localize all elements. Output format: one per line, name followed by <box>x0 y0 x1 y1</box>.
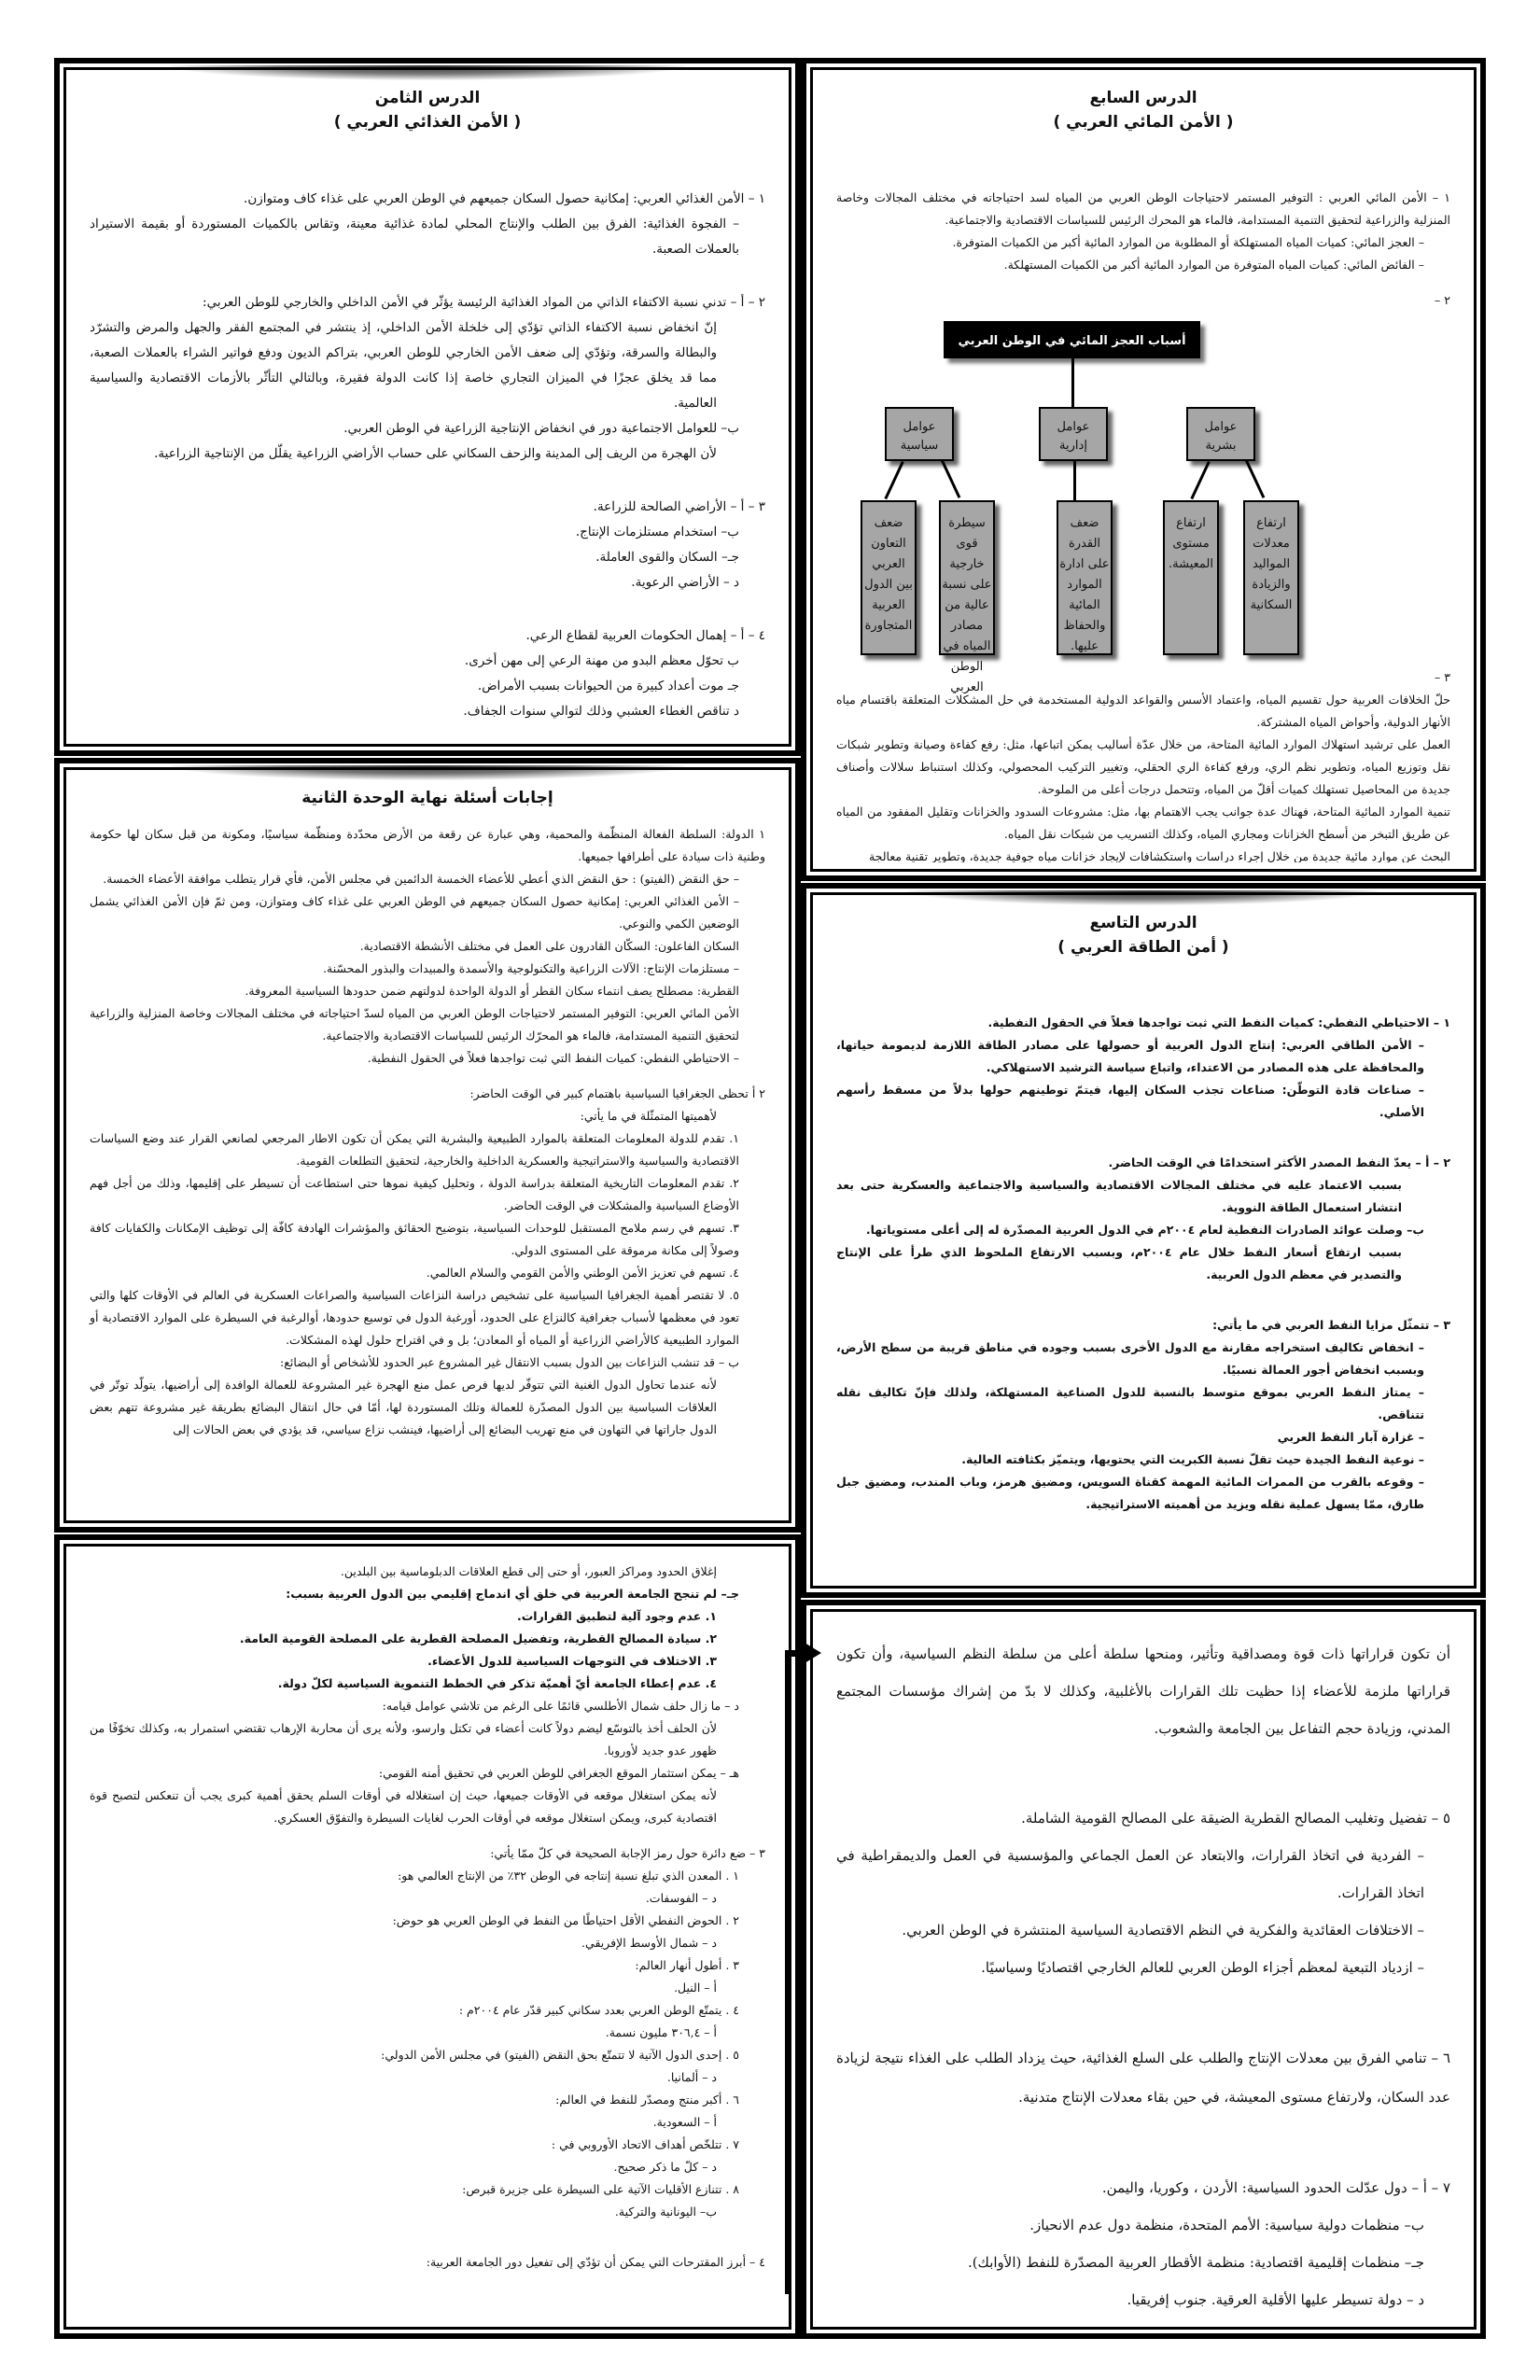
diagram-connector <box>1073 461 1076 500</box>
continuation-q7-item: جـ– منظمات إقليمية اقتصادية: منظمة الأقطار العربية المصدّرة للنفط (الأوابك). <box>967 2254 1424 2271</box>
lesson7-q3-p2: العمل على ترشيد استهلاك الموارد المائية المتاحة، من خلال عدّة أساليب يمكن اتباعها، مثل: رفع كفاءة وصيانة وتطوير شبكات نقل وتوزيع المياه، وتطوير نظم الري، ورفع كفاءة الري الحقلي، وتغيير التركيب المحصولي، وكذلك استنباط سلالات وأصناف جديدة من المحاصيل تستهلك كميات أقلّ من المياه، وتتحمل درجات أعلى من الملوحة. <box>836 737 1450 796</box>
lesson8-title: الدرس الثامن <box>374 89 481 107</box>
answers-q2c-item: ٢. سيادة المصالح القطرية، وتفضيل المصلحة القطرية على المصلحة القومية العامة. <box>239 1631 717 1645</box>
lesson7-q3-p3: تنمية الموارد المائية المتاحة، فهناك عدة جوانب يجب الاهتمام بها، مثل: مشروعات السدود والخزانات وتقليل المفقود من المياه عن طريق التبخر من أسطح الخزانات ومجاري المياه، وكذلك التسريب من شبكات نقل المياه. <box>836 805 1450 841</box>
answers-q2d-body: لأن الحلف أخذ بالتوسّع ليضم دولاً كانت أعضاء في تكتل وارسو، ولأنه يرى أن محاربة الإرهاب تقتضي استمرار به، وكذلك تخوّفًا من ظهور عدو جديد لأوروبا. <box>90 1721 717 1757</box>
continuation-connector-line <box>785 1650 805 1657</box>
lesson8-q2b-head: ب– للعوامل الاجتماعية دور في انخفاض الإنتاجية الزراعية في الوطن العربي. <box>343 421 739 436</box>
diagram-connector <box>1071 358 1074 407</box>
mcq-question: ٨ . تتنازع الأقليات الآتية على السيطرة على جزيرة قبرص: <box>462 2182 739 2196</box>
lesson9-q2a-body: بسبب الاعتماد عليه في مختلف المجالات الاقتصادية والسياسية والاجتماعية والعسكرية حتى بعد انتشار استعمال الطاقة النووية. <box>836 1178 1402 1214</box>
answers-q2d-head: د – ما زال حلف شمال الأطلسي قائمًا على الرغم من تلاشي عوامل قيامه: <box>382 1699 739 1713</box>
diagram-connector <box>884 461 903 499</box>
lesson9-title-block <box>836 911 1450 959</box>
lesson9-title: الدرس التاسع <box>1089 914 1197 932</box>
mcq-answer: د – شمال الأوسط الإفريقي. <box>581 1936 717 1950</box>
diagram-root: أسباب العجز المائي في الوطن العربي <box>944 321 1200 358</box>
lesson8-q2b-body: لأن الهجرة من الريف إلى المدينة والزحف السكاني على حساب الأراضي الزراعية يقلّل من الإنتاجية الزراعية. <box>154 446 717 461</box>
answers-q4-head: ٤ – أبرز المقترحات التي يمكن أن تؤدّي إلى تفعيل دور الجامعة العربية: <box>426 2255 765 2269</box>
lesson9-q1-item: – الأمن الطاقي العربي: إنتاج الدول العربية أو حصولها على مصادر الطاقة اللازمة لديمومة حياتها، والمحافظة على هذه المصادر من الاعتداء، واتباع سياسة الترشيد الاستهلاكي. <box>836 1038 1424 1074</box>
answers-q1-item: – الأمن الغذائي العربي: إمكانية حصول السكان جميعهم في الوطن العربي على غذاء كاف ومتوازن، ومن ثمّ فإن الأمن الغذائي يشمل الوضعين الكمي والنوعي. <box>90 894 739 931</box>
mcq-question: ٢ . الحوض النفطي الأقل احتياطًا من النفط في الوطن العربي هو حوض: <box>392 1913 739 1927</box>
lesson7-q1-surplus: – الفائض المائي: كميات المياه المتوفرة من الموارد المائية أكبر من الكميات المستهلكة. <box>1003 258 1424 272</box>
lesson7-title: الدرس السابع <box>1089 89 1197 107</box>
lesson7-q1-deficit: – العجز المائي: كميات المياه المستهلكة أو المطلوبة من الموارد المائية أكبر من الكميات المتوفرة. <box>952 235 1424 249</box>
lesson9-q3-item: – غزارة آبار النفط العربي <box>1277 1430 1424 1444</box>
continuation-q6: ٦ – تنامي الفرق بين معدلات الإنتاج والطلب على السلع الغذائية، حيث يزداد الطلب على الغذاء نتيجة لزيادة عدد السكان، ولارتفاع مستوى المعيشة، في حين بقاء معدلات الإنتاج متدنية. <box>836 2050 1450 2106</box>
diagram-leaf-foreign-control: سيطرة قوى خارجية على نسبة عالية من مصادر المياه في الوطن العربي <box>939 500 995 655</box>
lesson9-q2a-head: ٢ – أ – يعدّ النفط المصدر الأكثر استخدامًا في الوقت الحاضر. <box>1108 1155 1450 1169</box>
answers-q1-item: – الاحتياطي النفطي: كميات النفط التي ثبت تواجدها فعلاً في الحقول النفطية. <box>367 1051 739 1065</box>
answers-q2a-item: ٢. تقدم المعلومات التاريخية المتعلقة بدراسة الدولة ، وتحليل كيفية نموها حتى استطاعت أن تسيطر على إقليمها، وذلك من أجل فهم الأوضاع السياسية والمشكلات في الوقت الحاضر. <box>90 1176 739 1212</box>
lesson9-q3-item: – يمتاز النفط العربي بموقع متوسط بالنسبة للدول الصناعية المستهلكة، ولذلك فإنّ تكاليف نقله تتناقص. <box>836 1385 1424 1421</box>
lesson9-q2b-head: ب– وصلت عوائد الصادرات النفطية لعام ٢٠٠٤م في الدول العربية المصدّرة له إلى أعلى مستوياتها. <box>865 1223 1424 1237</box>
answers-q1-item: الأمن المائي العربي: التوفير المستمر لاحتياجات الوطن العربي من المياه لسدّ احتياجاته في مختلف المجالات وخاصة المنزلية والزراعية لتحقيق التنمية المستدامة، فالماء هو المحرّك الرئيس للسياسات الاقتصادية والاجتماعية. <box>90 1006 739 1043</box>
answers-q1-item: ١ الدولة: السلطة الفعالة المنظّمة والمحمية، وهي عبارة عن رقعة من الأرض محدّدة ومنظّمة سياسيًا، ومكونة من قبل سكان لها حكومة وطنية ذات سيادة على أطرافها جميعها. <box>90 827 765 863</box>
answers-q2a-item: ٥. لا تقتصر أهمية الجغرافيا السياسية على تشخيص دراسة النزاعات السياسية والصراعات العسكرية في العالم في الأوقات كلها والتي تعود في معظمها لأسباب جغرافية كالنزاع على الحدود، أورغبة الدول في توسيع حدودها، أوالرغبة في السيطرة على الموارد الاقتصادية أو الموارد الطبيعية كالأراضي الزراعية أو المياه أو المعادن؛ بل و في اقتراح حلول لهذه المشكلات. <box>90 1288 739 1347</box>
lesson9-subtitle: ( أمن الطاقة العربي ) <box>1057 938 1229 957</box>
answers-q2a-item: ٤. تسهم في تعزيز الأمن الوطني والأمن القومي والسلام العالمي. <box>426 1266 739 1280</box>
answers-q1-item: السكان الفاعلون: السكّان القادرون على العمل في مختلف الأنشطة الاقتصادية. <box>359 939 739 953</box>
lesson7-q1-definition: ١ – الأمن المائي العربي : التوفير المستمر لاحتياجات الوطن العربي من المياه لسد احتياجاته في مختلف المجالات وخاصة المنزلية والزراعية لتحقيق التنمية المستدامة، فالماء هو المحرك الرئيس للسياسات الاقتصادية والاجتماعية. <box>836 190 1450 227</box>
lesson7-panel <box>801 58 1486 881</box>
answers-q2b-head: ب – قد تنشب النزاعات بين الدول بسبب الانتقال غير المشروع عبر الحدود للأشخاص أو البضائع: <box>280 1355 739 1369</box>
answers-title: إجابات أسئلة نهاية الوحدة الثانية <box>301 789 553 807</box>
answers-continued-panel <box>54 1534 801 2339</box>
answers-q1-item: – مستلزمات الإنتاج: الآلات الزراعية والتكنولوجية والأسمدة والمبيدات والبذور المحسّنة. <box>323 961 739 975</box>
lesson8-q4-item: د تناقص الغطاء العشبي وذلك لتوالي سنوات الجفاف. <box>463 704 739 719</box>
mcq-question: ٧ . تتلخّص أهداف الاتحاد الأوروبي في : <box>551 2137 739 2151</box>
diagram-connector <box>1190 461 1210 499</box>
diagram-connector <box>1245 460 1265 498</box>
answers-q2a-head: ٢ أ تحظى الجغرافيا السياسية باهتمام كبير في الوقت الحاضر: <box>469 1086 765 1100</box>
continuation-suggestions-text: أن تكون قراراتها ذات قوة ومصداقية وتأثير، ومنحها سلطة أعلى من سلطة النظم السياسية، وأن تكون قراراتها ملزمة للأعضاء إذا حظيت تلك القرارات بالأغلبية، وكذلك لا بدّ من إشراك مؤسسات المجتمع المدني، وزيادة حجم التفاعل بين الجامعة والشعوب. <box>836 1645 1450 1737</box>
diagram-leaf-living-standard: ارتفاع مستوى المعيشة. <box>1163 500 1219 655</box>
answers-q2c-item: ١. عدم وجود آلية لتطبيق القرارات. <box>516 1609 717 1623</box>
answers-q2b-body: لأنه عندما تحاول الدول الغنية التي تتوفّر لديها فرص عمل منع الهجرة غير المشروعة للعمالة الوافدة إلى أراضيها، يتولّد توتّر في العلاقات السياسية بين الدول المصدّرة للعمالة وتلك المستوردة لها، أمّا في حال انتقال البضائع بطريقة غير مشروعة تتهم بعض الدول جاراتها في التهاون في منع تهريب البضائع إلى أراضيها، فينشب نزاع سياسي، قد يؤدي في بعض الحالات إلى <box>90 1378 717 1436</box>
lesson8-q4-item: ب تحوّل معظم البدو من مهنة الرعي إلى مهن أخرى. <box>464 653 739 668</box>
mcq-question: ٤ . يتمتّع الوطن العربي بعدد سكاني كبير قدّر عام ٢٠٠٤م : <box>458 2003 739 2017</box>
continuation-panel <box>801 1600 1486 2339</box>
mcq-question: ٥ . إحدى الدول الآتية لا تتمتّع بحق النقض (الفيتو) في مجلس الأمن الدولي: <box>381 2048 739 2062</box>
answers-q2e-body: لأنه يمكن استغلال موقعه في الأوقات جميعها، حيث إن استغلاله في أوقات السلم يحقق أهمية كبرى يجب أن تنعكس لتصبح قوة اقتصادية كبرى، ويمكن استغلال موقعه في أوقات الحرب لغايات السيطرة والتفوّق العسكري. <box>90 1788 717 1825</box>
diagram-leaf-birth-rates: ارتفاع معدلات المواليد والزيادة السكانية <box>1243 500 1299 655</box>
lesson8-q4-item: ٤ – أ – إهمال الحكومات العربية لقطاع الرعي. <box>525 628 765 643</box>
answers-unit2-panel <box>54 758 801 1533</box>
continuation-q5-item: – الاختلافات العقائدية والفكرية في النظم الاقتصادية السياسية المنتشرة في الوطن العربي. <box>902 1922 1424 1939</box>
continuation-q5-item: – ازدياد التبعية لمعظم أجزاء الوطن العربي للعالم الخارجي اقتصاديًا وسياسيًا. <box>981 1959 1424 1976</box>
continuation-q7-item: ٧ – أ – دول عدّلت الحدود السياسية: الأردن ، وكوريا، واليمن. <box>1101 2179 1450 2196</box>
diagram-category-political: عوامل سياسية <box>885 407 954 461</box>
mcq-answer: د – كلّ ما ذكر صحيح. <box>613 2160 717 2174</box>
lesson8-q3-item: ٣ – أ – الأراضي الصالحة للزراعة. <box>593 499 765 514</box>
mcq-answer: أ – النيل. <box>674 1981 717 1995</box>
mcq-answer: أ – ٣٠٦,٤ مليون نسمة. <box>605 2025 717 2039</box>
mcq-answer: أ – السعودية. <box>652 2115 717 2129</box>
lesson9-q3-item: – نوعية النفط الجيدة حيث تقلّ نسبة الكبريت التي يحتويها، ويتميّز بكثافته العالية. <box>961 1452 1424 1466</box>
answers-q2b-tail: إغلاق الحدود ومراكز العبور، أو حتى إلى قطع العلاقات الدبلوماسية بين البلدين. <box>340 1564 717 1578</box>
answers-q2c-item: ٣. الاختلاف في التوجهات السياسية للدول الأعضاء. <box>427 1654 717 1668</box>
lesson7-q3-p4: البحث عن موارد مائية جديدة من خلال إجراء دراسات واستكشافات لإيجاد خزانات مياه جوفية جديدة، وتطوير تقنية معالجة <box>868 849 1450 862</box>
answers-q3-head: ٣ – ضع دائرة حول رمز الإجابة الصحيحة في كلّ ممّا يأتي: <box>490 1846 765 1860</box>
lesson7-subtitle: ( الأمن المائي العربي ) <box>1053 113 1234 132</box>
lesson9-q3-item: – وقوعه بالقرب من الممرات المائية المهمة كقناة السويس، ومضيق هرمز، وباب المندب، ومضيق جبل طارق، ممّا يسهل عملية نقله ويزيد من أهميته الاستراتيجية. <box>836 1475 1424 1511</box>
continuation-q5-item: – الفردية في اتخاذ القرارات، والابتعاد عن العمل الجماعي والمؤسسية في العمل والديمقراطية في اتخاذ القرارات. <box>836 1847 1424 1901</box>
lesson8-q2a-head: ٢ – أ – تدني نسبة الاكتفاء الذاتي من المواد الغذائية الرئيسة يؤثّر في الأمن الداخلي والخارجي للوطن العربي: <box>203 295 765 310</box>
lesson9-q1-item: ١ – الاحتياطي النفطي: كميات النفط التي ثبت تواجدها فعلاً في الحقول النفطية. <box>987 1015 1450 1029</box>
diagram-connector <box>941 460 960 498</box>
lesson9-q3-item: – انخفاض تكاليف استخراجه مقارنة مع الدول الأخرى بسبب وجوده في مناطق قريبة من سطح الأرض، وبسبب انخفاض أجور العمالة نسبيًا. <box>836 1340 1424 1377</box>
mcq-answer: ب– اليونانية والتركية. <box>614 2205 717 2219</box>
diagram-leaf-weak-management: ضعف القدرة على ادارة الموارد المائية والحفاظ عليها. <box>1057 500 1113 655</box>
continuation-arrow-icon <box>805 1643 821 1663</box>
answers-q2a-item: ٣. تسهم في رسم ملامح المستقبل للوحدات السياسية، بتوضيح الحقائق والمؤشرات الهادفة كافّة إلى توظيف الإمكانات والكفايات كافة وصولاً إلى مكانة مرموقة على المستوى الدولي. <box>90 1221 739 1257</box>
continuation-q7-item: ب– منظمات دولية سياسية: الأمم المتحدة، منظمة دول عدم الانحياز. <box>1029 2217 1424 2233</box>
lesson9-q3-head: ٣ – تتمثّل مزايا النفط العربي في ما يأتي: <box>1212 1318 1450 1332</box>
lesson8-panel <box>54 58 801 756</box>
lesson9-panel <box>801 883 1486 1598</box>
mcq-question: ٦ . أكبر منتج ومصدّر للنفط في العالم: <box>555 2093 739 2107</box>
lesson8-q4-item: جـ موت أعداد كبيرة من الحيوانات بسبب الأمراض. <box>477 679 739 693</box>
mcq-list <box>90 1865 765 2223</box>
diagram-category-administrative: عوامل إدارية <box>1039 407 1108 461</box>
lesson8-title-block <box>90 86 765 134</box>
answers-q1-item: – حق النقض (الفيتو) : حق النقض الذي أعطي للأعضاء الخمسة الدائمين في مجلس الأمن، فأي قرار يتطلب موافقة الأعضاء الخمسة. <box>103 872 739 886</box>
answers-q1-item: القطرية: مصطلح يصف انتماء سكان القطر أو الدولة الواحدة لدولتهم ضمن حدودها السياسية المعروفة. <box>245 984 739 998</box>
answers-q2e-head: هـ – يمكن استثمار الموقع الجغرافي للوطن العربي في تحقيق أمنه القومي: <box>378 1766 739 1780</box>
lesson7-title-block <box>836 86 1450 134</box>
lesson8-q1-gap: – الفجوة الغذائية: الفرق بين الطلب والإنتاج المحلي لمادة غذائية معينة، وتقاس بالكميات المستوردة أو بقيمة الاستيراد بالعملات الصعبة. <box>90 217 739 257</box>
lesson9-q2b-body: بسبب ارتفاع أسعار النفط خلال عام ٢٠٠٤م، وبسبب الارتفاع الملحوظ الذي طرأ على الإنتاج والتصدير في معظم الدول العربية. <box>836 1245 1402 1281</box>
answers-q2a-item: ١. تقدم للدولة المعلومات المتعلقة بالموارد الطبيعية والبشرية التي يمكن أن تكون الاطار المرجعي لصانعي القرار عند وضع السياسات الاقتصادية والسياسية والاستراتيجية والعسكرية الداخلية والخارجية، لتحقيق التطلعات القومية. <box>90 1131 739 1168</box>
answers-q2a-intro: لأهميتها المتمثّلة في ما يأتي: <box>580 1109 717 1123</box>
answers-q2c-head: جـ– لم تنجح الجامعة العربية في خلق أي اندماج إقليمي بين الدول العربية بسبب: <box>286 1587 739 1601</box>
continuation-q7-item: د – دولة تسيطر عليها الأقلية العرقية. جنوب إفريقيا. <box>1127 2291 1424 2308</box>
continuation-q5-item: ٥ – تفضيل وتغليب المصالح القطرية الضيقة على المصالح القومية الشاملة. <box>1021 1810 1450 1827</box>
lesson9-q1-item: – صناعات قادة التوطّن: صناعات تجذب السكان إليها، فيتمّ توطينهم حولها بدلاً من مسقط رأسهم الأصلي. <box>836 1083 1424 1119</box>
diagram-category-human: عوامل بشرية <box>1186 407 1255 461</box>
lesson7-q3-p1: حلّ الخلافات العربية حول تقسيم المياه، واعتماد الأسس والقواعد الدولية المستخدمة في حل المشكلات المتعلقة باقتسام مياه الأنهار الدولية، وأحواض المياه المشتركة. <box>836 693 1450 729</box>
answers-title-block <box>90 786 765 810</box>
mcq-question: ١ . المعدن الذي تبلغ نسبة إنتاجه في الوطن ٣٢٪ من الإنتاج العالمي هو: <box>398 1869 739 1883</box>
lesson7-q3-label: ٣ – <box>1435 670 1450 684</box>
lesson8-q3-item: د – الأراضي الرعوية. <box>631 575 739 590</box>
mcq-answer: د – ألمانيا. <box>666 2070 717 2084</box>
diagram-leaf-weak-cooperation: ضعف التعاون العربي بين الدول العربية المتجاورة <box>861 500 917 655</box>
lesson8-q2a-body: إنّ انخفاض نسبة الاكتفاء الذاتي تؤدّي إلى خلخلة الأمن الداخلي، إذ ينتشر في المجتمع الفقر والجهل والمرض والتشرّد والبطالة والسرقة، وتؤدّي إلى ضعف الأمن الخارجي للوطن العربي، بتراكم الديون ودفع فواتير الشراء بالعملات الصعبة، مما قد يخلق عجزًا في الميزان التجاري خاصة إذا كانت الدولة فقيرة، وبالتالي التأثّر بالأزمات الاقتصادية والسياسية العالمية. <box>90 320 717 411</box>
lesson8-q3-item: جـ– السكان والقوى العاملة. <box>595 550 739 565</box>
lesson7-q2-label: ٢ – <box>1435 293 1450 307</box>
lesson8-q3-item: ب– استخدام مستلزمات الإنتاج. <box>575 525 739 539</box>
mcq-question: ٣ . أطول أنهار العالم: <box>635 1958 739 1972</box>
mcq-answer: د – الفوسفات. <box>645 1891 717 1905</box>
answers-q2c-item: ٤. عدم إعطاء الجامعة أيّ أهميّة تذكر في الخطط التنموية السياسية لكلّ دولة. <box>277 1676 717 1690</box>
lesson8-q1-definition: ١ – الأمن الغذائي العربي: إمكانية حصول السكان جميعهم في الوطن العربي على غذاء كاف ومتوازن. <box>244 191 765 206</box>
continuation-connector-line <box>785 1650 791 2294</box>
lesson8-subtitle: ( الأمن الغذائي العربي ) <box>333 113 522 132</box>
water-deficit-diagram <box>836 321 1450 694</box>
